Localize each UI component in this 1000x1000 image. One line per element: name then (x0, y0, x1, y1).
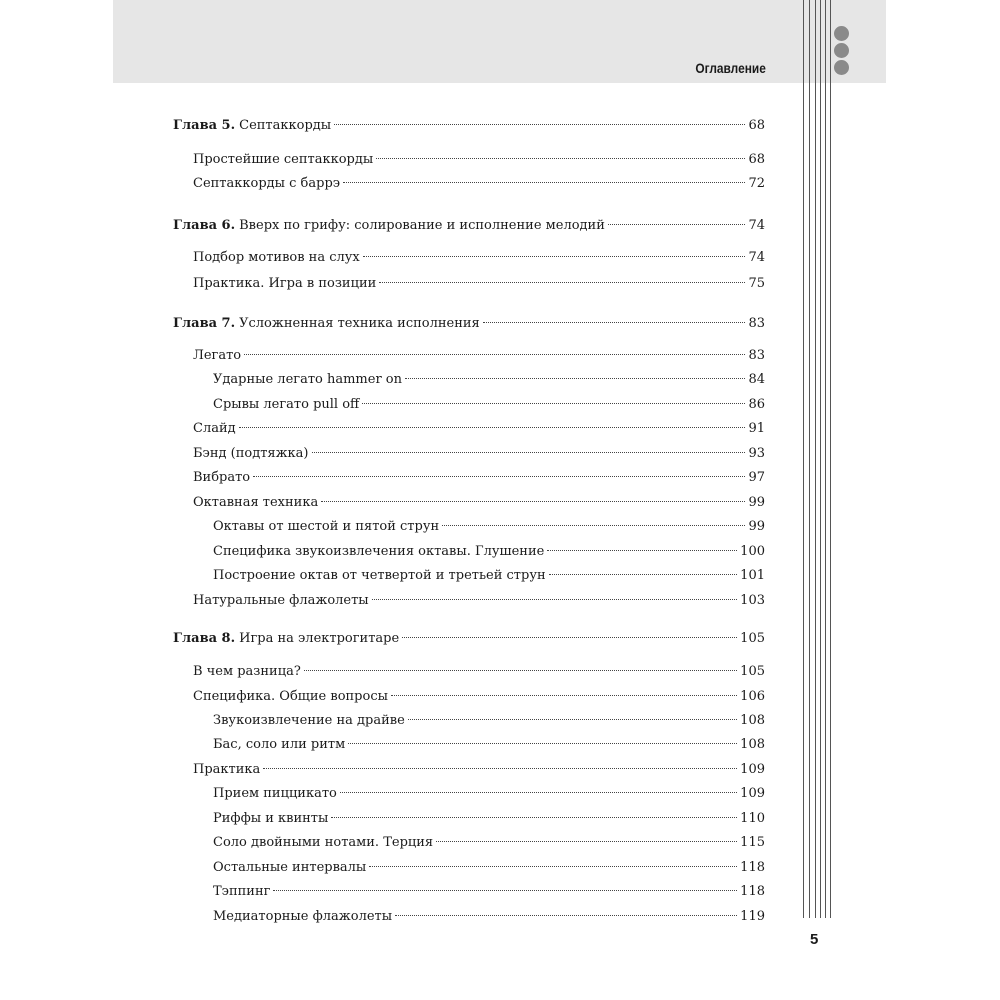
toc-entry (173, 217, 765, 235)
toc-entry-label (173, 315, 480, 333)
toc-entry-title: Усложненная техника исполнения (239, 316, 480, 331)
toc-entry-page: 105 (740, 631, 765, 646)
toc-entry-label (193, 469, 250, 487)
toc-entry (173, 859, 765, 877)
toc-entry-label (213, 736, 345, 754)
toc-entry-title: Звукоизвлечение на драйве (213, 713, 405, 728)
toc-entry-page: 97 (748, 470, 765, 485)
fret-dot-icon (834, 43, 849, 58)
toc-entry-page: 106 (740, 689, 765, 704)
toc-entry-label (213, 834, 433, 852)
toc-entry-label (173, 117, 331, 135)
toc-entry (173, 736, 765, 754)
toc-entry-label (193, 275, 376, 293)
toc-entry-label (213, 785, 337, 803)
toc-entry (173, 688, 765, 706)
toc-entry-title: Специфика звукоизвлечения октавы. Глушение (213, 544, 545, 559)
toc-entry-label (213, 396, 359, 414)
toc-entry-title: Срывы легато pull off (213, 397, 360, 412)
chapter-number: Глава 6. (173, 218, 236, 233)
dot-leader (263, 768, 737, 769)
dot-leader (549, 574, 738, 575)
toc-entry (173, 249, 765, 267)
toc-entry-title: Октавная техника (193, 495, 319, 510)
toc-entry (173, 347, 765, 365)
dot-leader (379, 282, 745, 283)
toc-entry-label (173, 630, 399, 648)
toc-entry-page: 91 (748, 421, 765, 436)
toc-entry-page: 74 (748, 218, 765, 233)
toc-entry-label (193, 494, 318, 512)
string-line (830, 0, 831, 918)
toc-entry-label (213, 908, 392, 926)
toc-entry-title: Септаккорды с баррэ (193, 176, 341, 191)
toc-entry-title: Октавы от шестой и пятой струн (213, 519, 440, 534)
dot-leader (244, 354, 745, 355)
toc-entry-title: Вверх по грифу: солирование и исполнение мелодий (239, 218, 605, 233)
toc-entry-title: Легато (193, 348, 242, 363)
toc-entry (173, 663, 765, 681)
string-line (820, 0, 821, 918)
toc-entry-label (213, 883, 270, 901)
toc-entry (173, 712, 765, 730)
toc-entry-page: 118 (740, 884, 765, 899)
toc-entry-title: Прием пиццикато (213, 786, 337, 801)
toc-entry (173, 883, 765, 901)
toc-entry-title: Медиаторные флажолеты (213, 909, 393, 924)
toc-entry-label (213, 859, 366, 877)
dot-leader (405, 378, 745, 379)
toc-entry-page: 100 (740, 544, 765, 559)
toc-entry-page: 108 (740, 737, 765, 752)
toc-entry-label (193, 249, 360, 267)
toc-entry-page: 105 (740, 664, 765, 679)
toc-entry-label (173, 217, 605, 235)
toc-entry (173, 494, 765, 512)
toc-entry (173, 810, 765, 828)
toc-entry-title: В чем разница? (193, 664, 301, 679)
dot-leader (363, 256, 746, 257)
toc-entry-title: Построение октав от четвертой и третьей струн (213, 568, 546, 583)
toc-entry (173, 592, 765, 610)
toc-entry-label (193, 420, 236, 438)
fret-dots-decoration (834, 26, 850, 77)
toc-entry (173, 630, 765, 648)
toc-entry-label (213, 543, 544, 561)
toc-entry-title: Натуральные флажолеты (193, 593, 369, 608)
toc-entry-label (213, 518, 439, 536)
toc-entry-label (213, 371, 402, 389)
toc-entry-title: Вибрато (193, 470, 251, 485)
toc-entry-page: 84 (748, 372, 765, 387)
toc-entry (173, 445, 765, 463)
chapter-number: Глава 7. (173, 316, 236, 331)
toc-entry-page: 103 (740, 593, 765, 608)
toc-entry-title: Простейшие септаккорды (193, 152, 374, 167)
toc-entry-page: 99 (748, 519, 765, 534)
toc-entry-label (193, 151, 373, 169)
toc-entry-title: Риффы и квинты (213, 811, 329, 826)
dot-leader (362, 403, 745, 404)
toc-entry-title: Слайд (193, 421, 236, 436)
dot-leader (436, 841, 737, 842)
string-line (809, 0, 810, 918)
guitar-strings-decoration (803, 0, 833, 918)
toc-entry-page: 115 (740, 835, 765, 850)
toc-entry-page: 68 (748, 152, 765, 167)
toc-entry-title: Остальные интервалы (213, 860, 367, 875)
dot-leader (304, 670, 737, 671)
dot-leader (312, 452, 746, 453)
toc-entry (173, 567, 765, 585)
toc-entry (173, 275, 765, 293)
chapter-number: Глава 8. (173, 631, 236, 646)
dot-leader (334, 124, 745, 125)
toc-entry-page: 110 (740, 811, 765, 826)
toc-entry-page: 108 (740, 713, 765, 728)
toc-entry-page: 93 (748, 446, 765, 461)
dot-leader (321, 501, 745, 502)
dot-leader (340, 792, 737, 793)
toc-entry-page: 83 (748, 316, 765, 331)
toc-entry-title: Тэппинг (213, 884, 271, 899)
toc-entry-label (213, 567, 546, 585)
toc-entry-page: 109 (740, 762, 765, 777)
dot-leader (331, 817, 737, 818)
string-line (815, 0, 816, 918)
dot-leader (348, 743, 737, 744)
toc-entry-page: 68 (748, 118, 765, 133)
dot-leader (608, 224, 746, 225)
dot-leader (239, 427, 746, 428)
toc-entry-title: Ударные легато hammer on (213, 372, 402, 387)
dot-leader (376, 158, 745, 159)
page-number: 5 (810, 931, 819, 948)
toc-entry (173, 834, 765, 852)
toc-entry-page: 75 (748, 276, 765, 291)
page-header-band (113, 0, 886, 83)
dot-leader (273, 890, 737, 891)
fret-dot-icon (834, 26, 849, 41)
dot-leader (442, 525, 745, 526)
dot-leader (391, 695, 737, 696)
toc-entry-title: Специфика. Общие вопросы (193, 689, 388, 704)
toc-entry-label (193, 592, 369, 610)
dot-leader (369, 866, 737, 867)
toc-entry-page: 109 (740, 786, 765, 801)
toc-entry-page: 86 (748, 397, 765, 412)
string-line (825, 0, 826, 918)
toc-entry-title: Соло двойными нотами. Терция (213, 835, 434, 850)
toc-entry (173, 396, 765, 414)
toc-entry-label (193, 663, 301, 681)
toc-entry (173, 785, 765, 803)
toc-entry-title: Бас, соло или ритм (213, 737, 346, 752)
toc-entry-title: Практика (193, 762, 261, 777)
toc-entry (173, 469, 765, 487)
header-section-title: Оглавление (695, 60, 766, 76)
chapter-number: Глава 5. (173, 118, 236, 133)
toc-entry-label (193, 445, 309, 463)
toc-entry-title: Бэнд (подтяжка) (193, 446, 309, 461)
toc-entry-label (193, 347, 241, 365)
toc-entry-label (213, 712, 405, 730)
toc-entry-title: Игра на электрогитаре (239, 631, 400, 646)
dot-leader (547, 550, 737, 551)
toc-entry (173, 117, 765, 135)
toc-entry (173, 175, 765, 193)
dot-leader (402, 637, 737, 638)
toc-entry-label (193, 761, 260, 779)
dot-leader (253, 476, 745, 477)
toc-entry-page: 74 (748, 250, 765, 265)
toc-entry (173, 518, 765, 536)
toc-entry-page: 99 (748, 495, 765, 510)
toc-entry-label (213, 810, 328, 828)
dot-leader (343, 182, 745, 183)
toc-entry-title: Подбор мотивов на слух (193, 250, 360, 265)
toc-entry (173, 315, 765, 333)
toc-entry-page: 83 (748, 348, 765, 363)
toc-entry-label (193, 175, 340, 193)
fret-dot-icon (834, 60, 849, 75)
toc-entry (173, 371, 765, 389)
toc-entry-title: Септаккорды (239, 118, 332, 133)
toc-entry (173, 420, 765, 438)
toc-entry (173, 543, 765, 561)
toc-entry-page: 72 (748, 176, 765, 191)
dot-leader (483, 322, 746, 323)
toc-entry-title: Практика. Игра в позиции (193, 276, 377, 291)
dot-leader (372, 599, 738, 600)
toc-entry (173, 151, 765, 169)
dot-leader (408, 719, 737, 720)
toc-entry-page: 118 (740, 860, 765, 875)
toc-entry-page: 119 (740, 909, 765, 924)
string-line (803, 0, 804, 918)
toc-entry (173, 761, 765, 779)
toc-entry-page: 101 (740, 568, 765, 583)
toc-entry-label (193, 688, 388, 706)
toc-entry (173, 908, 765, 926)
dot-leader (395, 915, 737, 916)
